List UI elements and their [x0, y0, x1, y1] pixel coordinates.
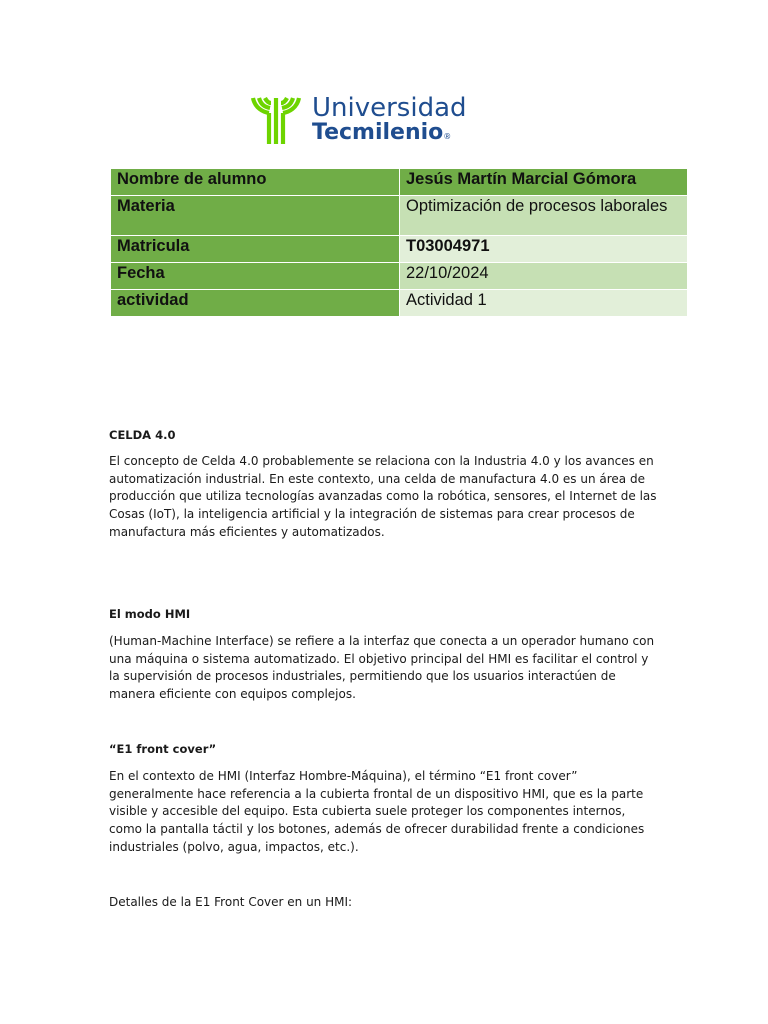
university-logo	[249, 92, 469, 148]
row-label: Materia	[111, 196, 400, 236]
section-heading-celda: CELDA 4.0	[109, 428, 176, 442]
table-row	[111, 290, 688, 317]
registered-mark: ®	[443, 132, 452, 141]
student-info-table	[110, 168, 688, 317]
table-row	[111, 196, 688, 236]
section-heading-front-cover: “E1 front cover”	[109, 742, 217, 756]
row-value: 22/10/2024	[400, 263, 688, 290]
logo-wordmark: Tecmilenio	[312, 120, 444, 145]
paragraph-celda: El concepto de Celda 4.0 probablemente se relaciona con la Industria 4.0 y los avances en automatización industrial. En este contexto, una celda de manufactura 4.0 es un área de producción que utiliza tecnologías avanzadas como la robótica, sensores, el Internet de las Cosas (IoT), la inteligencia artificial y la integración de sistemas para crear procesos de manufactura más eficientes y automatizados.	[109, 454, 657, 539]
table-row	[111, 236, 688, 263]
table-row	[111, 169, 688, 196]
paragraph-hmi: (Human-Machine Interface) se refiere a la interfaz que conecta a un operador humano con una máquina o sistema automatizado. El objetivo principal del HMI es facilitar el control y la supervisión de procesos industriales, permitiendo que los usuarios interactúen de manera eficiente con equipos complejos.	[109, 634, 655, 702]
row-value: T03004971	[400, 236, 688, 263]
table-row	[111, 263, 688, 290]
row-value: Jesús Martín Marcial Gómora	[400, 169, 688, 196]
row-label: Nombre de alumno	[111, 169, 400, 196]
tecmilenio-tree-logo-icon	[249, 94, 303, 146]
row-value: Optimización de procesos laborales	[400, 196, 688, 236]
logo-line-tecmilenio	[312, 120, 451, 150]
logo-line-universidad: Universidad	[312, 93, 467, 123]
row-label: actividad	[111, 290, 400, 317]
row-label: Matricula	[111, 236, 400, 263]
paragraph-details: Detalles de la E1 Front Cover en un HMI:	[109, 895, 353, 909]
section-heading-hmi: El modo HMI	[109, 607, 191, 621]
row-label: Fecha	[111, 263, 400, 290]
paragraph-front-cover: En el contexto de HMI (Interfaz Hombre-Máquina), el término “E1 front cover” generalmente hace referencia a la cubierta frontal de un dispositivo HMI, que es la parte visible y accesible del equipo. Esta cubierta suele proteger los componentes internos, como la pantalla táctil y los botones, además de ofrecer durabilidad frente a condiciones industriales (polvo, agua, impactos, etc.).	[109, 769, 645, 854]
row-value: Actividad 1	[400, 290, 688, 317]
